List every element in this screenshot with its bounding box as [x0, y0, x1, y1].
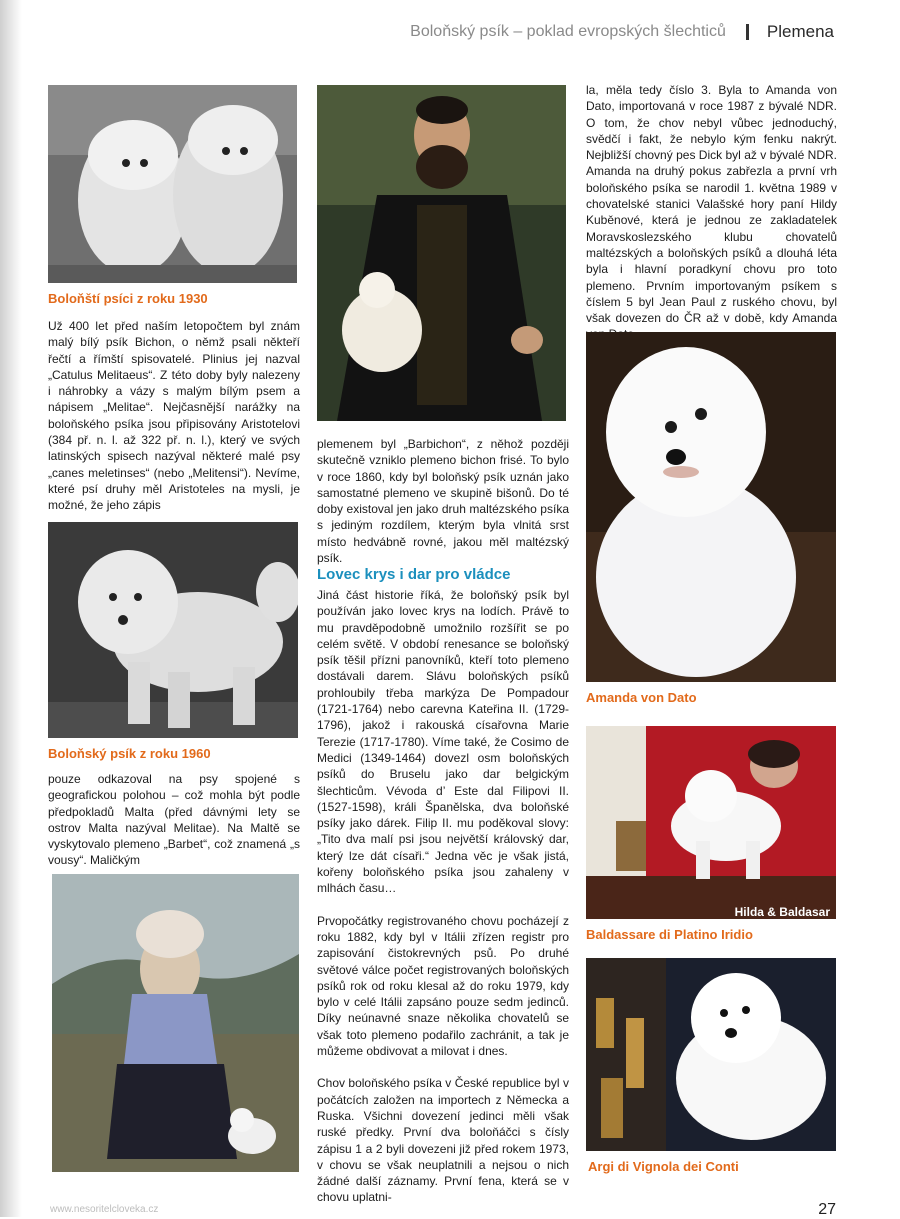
column1-para2-text: pouze odkazoval na psy spojené s geografickou polohou – což mohla být podle předpokladů Malta (před dávnými lety se ostrov Malta nazýval Melitae). Na Maltě se vyskytovalo plemeno „Barbet“, což znamená „s vousy“. Maličkým — [48, 772, 300, 868]
header-separator — [746, 24, 749, 40]
column2-paragraph2-4 — [317, 587, 569, 1206]
photo-amanda-graphic — [586, 332, 836, 682]
column2-para4-text: Chov boloňského psíka v České republice byl v počátcích založen na importech z Německa a Ruska. Všichni dovezení jedinci měli však ruské předky. První dva boloňáčci s čísly zápisu 1 a 2 byli dovezeni již před rokem 1973, v chovu se však neuplatnili a nejsou o nich žádné další záznamy. První fena, která se v chovu uplatni- — [317, 1076, 569, 1205]
photo-baldassare — [586, 726, 836, 919]
column1-paragraph2 — [48, 771, 300, 869]
caption-argi: Argi di Vignola dei Conti — [588, 1159, 739, 1174]
photo-dogs-1930-graphic — [48, 85, 297, 283]
baldassare-overlay-text: Hilda & Baldasar — [734, 905, 830, 919]
column1-para1-text: Už 400 let před naším letopočtem byl znám malý bílý psík Bichon, o němž psali někteří řečtí a římští spisovatelé. Plinius jej nazval „Catulus Melitaeus“. Z této doby byly nalezeny i náhrobky a vázy s malým bílým psem a nápisem „Melitae“. Nejčasnější narážky na boloňského psíka jsou připisovány Aristotelovi (384 př. n. l. až 322 př. n. l.), který ve svých latinských spisech nazýval některé malé psy „canes meletinses“ (nebo „Melitensi“). Nevíme, které psí druhy měl Aristoteles na mysli, je možné, že jeho zápis — [48, 319, 300, 513]
column3-para1-text: la, měla tedy číslo 3. Byla to Amanda von Dato, importovaná v roce 1987 z bývalé NDR. O tom, že chov nebyl vůbec jednoduchý, svědčí i fakt, že nebylo kým fenku nakrýt. Nejbližší chovný pes Dick byl až v bývalé NDR. Amanda na druhý pokus zabřezla a první vrh boloňského psíka se narodil 1. května 1989 v chovatelské stanici Valašské hory paní Hildy Kuběnové, která je jednou ze zakladatelek Moravskoslezského klubu chovatelů maltézských a boloňských psíků a dlouhá léta byla i hlavní poradkyní chovu pro toto plemeno. Prvním importovaným psíkem s číslem 5 byl Jean Paul z ruského chovu, byl však dovezen do ČR až v době, kdy Amanda — [586, 83, 837, 326]
photo-dogs-1930 — [48, 85, 297, 283]
column2-para1-text: plemenem byl „Barbichon“, z něhož později skutečně vzniklo plemeno bichon frisé. To bylo v roce 1860, kdy byl boloňský psík uznán jako samostatné plemeno ve skupině bišonů. Do té doby existoval jen jako druh maltézského psíka s jediným rozdílem, kterým byla vlnitá srst místo hedvábně rovné, jakou měl maltézský psík. — [317, 437, 569, 566]
photo-dog-1960 — [48, 522, 298, 738]
caption-dog-1960: Boloňský psík z roku 1960 — [48, 746, 211, 761]
column2-paragraph1 — [317, 436, 569, 566]
photo-argi-graphic — [586, 958, 836, 1151]
caption-amanda: Amanda von Dato — [586, 690, 697, 705]
page-gutter-shadow — [0, 0, 22, 1217]
photo-amanda-von-dato — [586, 332, 836, 682]
column2-para3-text: Prvopočátky registrovaného chovu pocházejí z roku 1882, kdy byl v Itálii zřízen registr pro zapisování čistokrevných psů. Po druhé světové válce počet registrovaných boloňských psíků rok od roku klesal až do roku 1979, kdy bylo v celé Itálii zapsáno pouze sedm jedinců. Díky neúnavné snaze několika chovatelů se však toto plemeno podařilo zachránit, a tak je můžeme obdivovat a milovat i dnes. — [317, 913, 569, 1059]
painting-girl-graphic — [52, 874, 299, 1172]
portrait-nobleman-graphic — [317, 85, 566, 421]
caption-baldassare: Baldassare di Platino Iridio — [586, 927, 753, 942]
section-label: Plemena — [766, 22, 834, 41]
photo-dog-1960-graphic — [48, 522, 298, 738]
photo-argi — [586, 958, 836, 1151]
running-header — [410, 18, 834, 46]
footer-url: www.nesoritelcloveka.cz — [50, 1204, 159, 1215]
painting-girl-with-dog — [52, 874, 299, 1172]
caption-dogs-1930: Boloňští psíci z roku 1930 — [48, 291, 208, 306]
page-number: 27 — [818, 1201, 836, 1218]
portrait-nobleman-with-dog — [317, 85, 566, 421]
column1-paragraph1 — [48, 318, 300, 514]
column2-para2-text: Jiná část historie říká, že boloňský psík byl používán jako lovec krys na lodích. Právě to mu pravděpodobně umožnilo rozšířit se po celém světě. V období renesance se boloňský psík těšil přízni panovníků, kteří toto plemeno dostávali darem. Slávu boloňských psíků prohloubily třeba markýza De Pompadour (1721-1764) nebo carevna Kateřina II. (1729-1796), jakož i rakouská císařovna Marie Terezie (1717-1780). Víme také, že Cosimo de Medici (1349-1464) dovezl osm boloňských psíků do Bruselu jako dar belgickým šlechticům. Vévoda d’ Este dal Filipovi II. (1527-1598), králi Španělska, dva boloňské psíky jako dárek. Filip II. mu poděkoval slovy: „Tito dva malí psi jsou největší královský dar, který lze dát císaři.“ Jedna věc je však jistá, kořeny boloňského psíka jsou zahaleny v mlhách času… — [317, 588, 569, 896]
photo-baldassare-graphic — [586, 726, 836, 919]
series-title: Boloňský psík – poklad evropských šlechticů — [410, 23, 726, 40]
subheading-rat-hunter: Lovec krys i dar pro vládce — [317, 566, 511, 583]
column3-paragraph1 — [586, 82, 837, 343]
